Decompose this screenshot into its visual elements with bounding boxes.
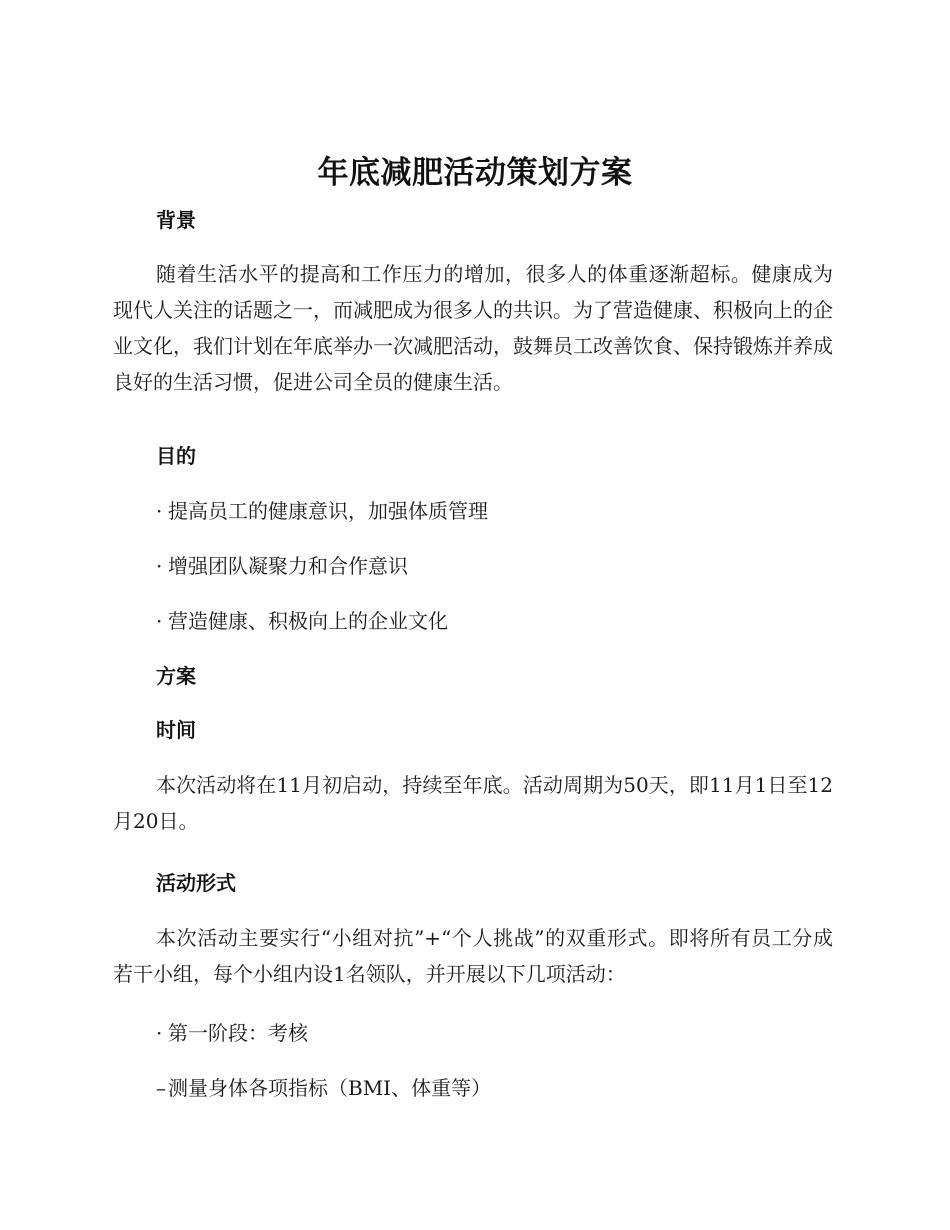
- stage1-sub-item: 测量身体各项指标（BMI、体重等）: [168, 1076, 492, 1100]
- background-paragraph: 随着生活水平的提高和工作压力的增加，很多人的体重逐渐超标。健康成为现代人关注的话题之一，而减肥成为很多人的共识。为了营造健康、积极向上的企业文化，我们计划在年底举办一次减肥活动，鼓舞员工改善饮食、保持锻炼并养成良好的生活习惯，促进公司全员的健康生活。: [113, 262, 833, 394]
- section-heading-format: 活动形式: [156, 871, 236, 895]
- purpose-item-2: 增强团队凝聚力和合作意识: [168, 554, 408, 578]
- list-item: [156, 1073, 491, 1103]
- bullet-marker: ·: [156, 609, 163, 633]
- list-item: [156, 551, 408, 581]
- list-item: [156, 606, 448, 636]
- purpose-item-3: 营造健康、积极向上的企业文化: [168, 609, 448, 633]
- document-title: 年底减肥活动策划方案: [317, 155, 633, 191]
- bullet-marker: ·: [156, 499, 163, 523]
- dash-marker: –: [156, 1076, 166, 1100]
- format-paragraph: 本次活动主要实行“小组对抗”+“个人挑战”的双重形式。即将所有员工分成若干小组，每个小组内设1名领队，并开展以下几项活动：: [113, 926, 833, 986]
- section-heading-time: 时间: [156, 718, 196, 742]
- section-heading-plan: 方案: [156, 664, 196, 688]
- list-item: [156, 1018, 308, 1048]
- section-heading-background: 背景: [156, 208, 196, 232]
- time-paragraph: 本次活动将在11月初启动，持续至年底。活动周期为50天，即11月1日至12月20日。: [113, 773, 833, 833]
- section-heading-purpose: 目的: [156, 444, 196, 468]
- bullet-marker: ·: [156, 1021, 163, 1045]
- bullet-marker: ·: [156, 554, 163, 578]
- stage1-item: 第一阶段：考核: [168, 1021, 308, 1045]
- list-item: [156, 496, 488, 526]
- purpose-item-1: 提高员工的健康意识，加强体质管理: [168, 499, 488, 523]
